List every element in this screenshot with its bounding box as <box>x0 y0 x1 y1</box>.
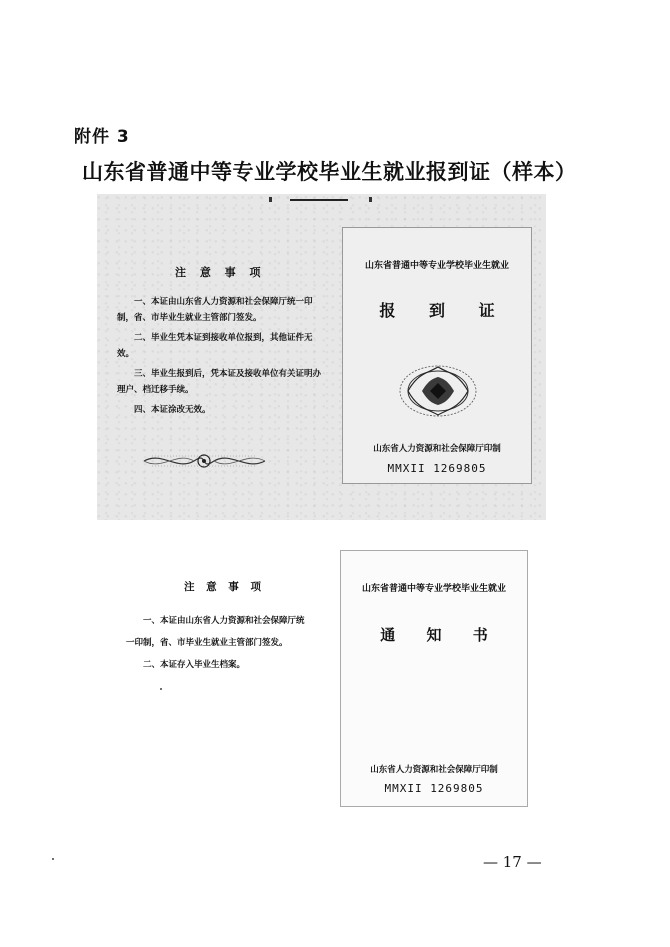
notification-card <box>340 550 528 807</box>
ornament-band-icon <box>142 446 267 476</box>
emblem-icon <box>398 363 478 419</box>
notice-item: 二、本证存入毕业生档案。 <box>143 660 246 670</box>
notice-item: 三、毕业生报到后，凭本证及接收单位有关证明办理户、档迁移手续。 <box>117 369 322 395</box>
notice-list <box>117 294 322 422</box>
notice-title: 注 意 事 项 <box>175 266 266 279</box>
notice-item: 一、本证由山东省人力资源和社会保障厅统一印制，省、市毕业生就业主管部门签发。 <box>126 616 305 648</box>
issuer: 山东省人力资源和社会保障厅印制 <box>370 765 498 775</box>
report-certificate-card <box>342 227 532 484</box>
attachment-label: 附件 3 <box>74 127 130 147</box>
card-header: 山东省普通中等专业学校毕业生就业 <box>361 584 506 594</box>
notice-list <box>126 610 306 676</box>
scan-mark <box>269 197 272 202</box>
scan-mark <box>290 199 348 201</box>
scan-mark <box>369 197 372 202</box>
document-title: 山东省普通中等专业学校毕业生就业报到证（样本） <box>82 160 577 184</box>
notice-title: 注 意 事 项 <box>184 581 265 593</box>
notice-item: 一、本证由山东省人力资源和社会保障厅统一印制，省、市毕业生就业主管部门签发。 <box>117 297 313 323</box>
scan-speck <box>160 688 162 690</box>
issuer: 山东省人力资源和社会保障厅印制 <box>373 444 501 454</box>
notice-item: 四、本证涂改无效。 <box>134 405 211 415</box>
card-title: 报 到 证 <box>379 301 509 320</box>
serial-number: MMXII 1269805 <box>384 782 484 795</box>
card-header: 山东省普通中等专业学校毕业生就业 <box>364 261 509 271</box>
serial-number: MMXII 1269805 <box>387 462 487 475</box>
scan-speck <box>52 858 54 860</box>
card-title: 通 知 书 <box>380 626 501 644</box>
notice-item: 二、毕业生凭本证到接收单位报到，其他证件无效。 <box>117 333 313 359</box>
page-number: — 17 — <box>483 853 542 871</box>
report-certificate-sample <box>97 194 546 520</box>
